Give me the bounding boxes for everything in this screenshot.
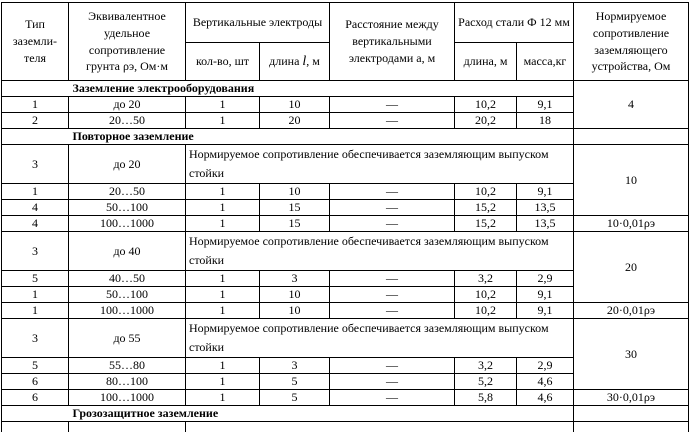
cell-mass: 9,1 xyxy=(517,287,574,303)
cell-count: 1 xyxy=(186,358,260,374)
norm-formula-cell: 20·0,01ρэ xyxy=(574,303,689,319)
length-unit: , м xyxy=(306,53,320,68)
cell-count: 1 xyxy=(186,303,260,319)
cell-rho: 50…100 xyxy=(69,287,186,303)
col-distance-header: Расстояние между вертикальными электродами а, м xyxy=(330,3,455,81)
cell-mass: 9,1 xyxy=(517,303,574,319)
cell-mass: 9,1 xyxy=(517,184,574,200)
cell-distance: — xyxy=(330,200,455,216)
norm-cell: 20 xyxy=(574,232,689,303)
cell-distance: — xyxy=(330,184,455,200)
note-row xyxy=(2,232,689,271)
col-vertical-header: Вертикальные электроды xyxy=(186,3,330,43)
section-title: Заземление электрооборудования xyxy=(69,81,574,97)
col-steel-length-header: длина, м xyxy=(455,43,517,81)
cell-count: 1 xyxy=(186,374,260,390)
cell-type: 1 xyxy=(2,184,69,200)
cell-length: 10 xyxy=(260,287,330,303)
cell-steel-length: 5,8 xyxy=(455,390,517,406)
grounding-table xyxy=(1,2,689,432)
cell-rho: до 20 xyxy=(69,97,186,113)
cell-distance: — xyxy=(330,358,455,374)
cell-count: 1 xyxy=(186,216,260,232)
cell-rho: 55…80 xyxy=(69,358,186,374)
cell-distance: — xyxy=(330,374,455,390)
norm-cell: 4 xyxy=(574,81,689,129)
col-norm-header: Нормируемое сопротивление заземляющего устройства, Ом xyxy=(574,3,689,81)
cell-steel-length: 3,2 xyxy=(455,358,517,374)
cell-steel-length: 5,2 xyxy=(455,374,517,390)
cell-distance: — xyxy=(330,97,455,113)
cell-length: 3 xyxy=(260,271,330,287)
cell-length: 10 xyxy=(260,97,330,113)
cell-length: 10 xyxy=(260,303,330,319)
cell-mass: 2,9 xyxy=(517,358,574,374)
length-prefix: длина xyxy=(269,53,303,68)
norm-formula-cell: 30·0,01ρэ xyxy=(574,390,689,406)
cell-distance: — xyxy=(330,216,455,232)
cell-rho: 40…50 xyxy=(69,271,186,287)
cell-count: 1 xyxy=(186,97,260,113)
cell-mass: 4,6 xyxy=(517,374,574,390)
section-title: Грозозащитное заземление xyxy=(69,406,574,422)
cell-type: 1 xyxy=(2,97,69,113)
cell-count: 1 xyxy=(186,184,260,200)
cell-steel-length: 10,2 xyxy=(455,97,517,113)
section-title-row xyxy=(2,129,689,145)
col-vertical-count-header: кол-во, шт xyxy=(186,43,260,81)
table-row xyxy=(2,390,689,406)
norm-cell: 30 xyxy=(574,319,689,390)
cell-length: 15 xyxy=(260,200,330,216)
section-title: Повторное заземление xyxy=(69,129,574,145)
cell-steel-length: 3,2 xyxy=(455,271,517,287)
cell-steel-length: 20,2 xyxy=(455,113,517,129)
cell-rho: до 55 xyxy=(69,319,186,358)
cell-rho: 80…100 xyxy=(69,374,186,390)
cell-length: 3 xyxy=(260,358,330,374)
cell-length: 15 xyxy=(260,216,330,232)
cell-steel-length: 10,2 xyxy=(455,184,517,200)
col-vertical-length-header xyxy=(260,43,330,81)
cell-steel-length: 10,2 xyxy=(455,287,517,303)
note-row xyxy=(2,145,689,184)
note-text: Нормируемое сопротивление обеспечивается заземляющим выпуском стойки xyxy=(186,232,574,271)
cell-count: 1 xyxy=(186,113,260,129)
cell-type: 6 xyxy=(2,374,69,390)
col-type-header: Тип заземли-теля xyxy=(2,3,69,81)
cell-rho: до 40 xyxy=(69,232,186,271)
cell-type: 4 xyxy=(2,200,69,216)
cell-mass: 13,5 xyxy=(517,200,574,216)
norm-cell: 10 xyxy=(574,145,689,216)
length-symbol: l xyxy=(302,53,307,69)
cell-type: 3 xyxy=(2,145,69,184)
cell-distance: — xyxy=(330,271,455,287)
cell-steel-length: 15,2 xyxy=(455,200,517,216)
note-text: Нормируемое сопротивление обеспечивается заземляющим выпуском стойки xyxy=(186,319,574,358)
cell-type: 2 xyxy=(2,113,69,129)
cell-type: 5 xyxy=(2,358,69,374)
cell-mass: 9,1 xyxy=(517,97,574,113)
note-text: Нормируемое сопротивление обеспечивается заземляющим выпуском стойки xyxy=(186,145,574,184)
cell-steel-length: 15,2 xyxy=(455,216,517,232)
cell-mass: 18 xyxy=(517,113,574,129)
cell-rho: 20…50 xyxy=(69,113,186,129)
section-title-row xyxy=(2,81,689,97)
cell-distance: — xyxy=(330,287,455,303)
cell-type: 1 xyxy=(2,287,69,303)
cell-length: 5 xyxy=(260,374,330,390)
col-resistivity-header: Эквивалентное удельное сопротивление грунта ρэ, Ом·м xyxy=(69,3,186,81)
cell-distance: — xyxy=(330,390,455,406)
cell-type: 4 xyxy=(2,216,69,232)
cell-type: 3 xyxy=(2,319,69,358)
cell-rho: 20…50 xyxy=(69,184,186,200)
table-row xyxy=(2,216,689,232)
cell-steel-length: 10,2 xyxy=(455,303,517,319)
norm-formula-cell: 10·0,01ρэ xyxy=(574,216,689,232)
cell-mass: 13,5 xyxy=(517,216,574,232)
cell-count: 1 xyxy=(186,200,260,216)
section-title-row xyxy=(2,406,689,422)
cell-type: 1 xyxy=(2,303,69,319)
header-row-1 xyxy=(2,3,689,43)
cell-length: 5 xyxy=(260,390,330,406)
note-row xyxy=(2,319,689,358)
cell-rho: 100…1000 xyxy=(69,216,186,232)
cell-length: 10 xyxy=(260,184,330,200)
cell-rho: 100…1000 xyxy=(69,303,186,319)
cell-mass: 2,9 xyxy=(517,271,574,287)
cell-count: 1 xyxy=(186,271,260,287)
cell-rho: 50…100 xyxy=(69,200,186,216)
cell-mass: 4,6 xyxy=(517,390,574,406)
col-steel-mass-header: масса,кг xyxy=(517,43,574,81)
cell-count: 1 xyxy=(186,287,260,303)
cell-length: 20 xyxy=(260,113,330,129)
cell-distance: — xyxy=(330,303,455,319)
cell-rho: до 20 xyxy=(69,145,186,184)
col-steel-header: Расход стали Ф 12 мм xyxy=(455,3,574,43)
cell-type: 5 xyxy=(2,271,69,287)
cell-distance: — xyxy=(330,113,455,129)
cell-count: 1 xyxy=(186,390,260,406)
cell-type: 3 xyxy=(2,232,69,271)
cell-type: 6 xyxy=(2,390,69,406)
cell-rho: 100…1000 xyxy=(69,390,186,406)
table-row xyxy=(2,303,689,319)
